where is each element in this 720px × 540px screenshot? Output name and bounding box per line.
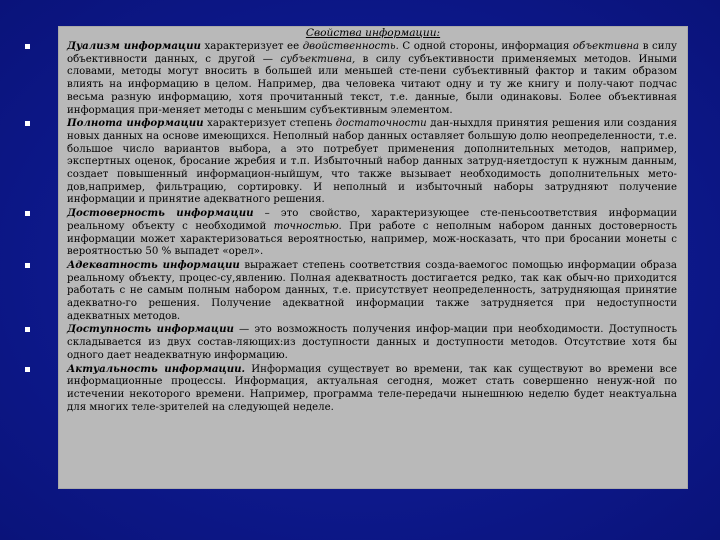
item-text: в силу субъективности применяемых методов. Иными словами, методы могут вносить в большей или меньшей сте-пени субъективный фактор и таким образом влиять на информацию в целом. Например, два человека читают одну и ту же книгу и полу-чают подчас весьма разную информацию, хотя прочитанный текст, т.е. данные, были одинаковы. Более объективная информация при-меняет методы с меньшим субъективным элементом. xyxy=(67,53,678,116)
square-bullet-icon xyxy=(25,367,30,372)
square-bullet-icon xyxy=(25,44,30,49)
list-item-accessibility xyxy=(58,323,688,362)
list-item-reliability xyxy=(58,207,688,259)
item-emphasis: субъективна, xyxy=(280,53,356,65)
item-text: Информация существует во времени, так как существуют во времени все информационные процессы. Информация, актуальная сегодня, может стать совершенно ненуж-ной по истечении некоторого времени. Например, программа теле-передачи нынешнюю неделю будет неактуальна для многих теле-зрителей на следующей неделе. xyxy=(67,363,677,413)
item-emphasis: точностью. xyxy=(273,220,342,232)
item-term: Доступность информации xyxy=(67,323,234,336)
item-term: Адекватность информации xyxy=(67,258,240,271)
item-text: – это свойство, характеризующее сте-пеньсоответствия информации реальному объекту с необходимой xyxy=(67,208,677,232)
item-text: характеризует степень xyxy=(203,118,336,130)
square-bullet-icon xyxy=(25,211,30,216)
list-item-dualism xyxy=(58,40,688,117)
list-item-completeness xyxy=(58,117,688,207)
list-item-adequacy xyxy=(58,259,688,324)
property-list xyxy=(58,40,688,414)
list-item-relevance xyxy=(58,363,688,415)
item-term: Полнота информации xyxy=(67,117,204,130)
square-bullet-icon xyxy=(25,121,30,126)
slide-title: Свойства информации: xyxy=(305,27,441,39)
item-text: — это возможность получения инфор-мации при необходимости. Доступность складывается из двух состав-ляющих:из доступности данных и доступности методов. Отсутствие хотя бы одного дает неадекватную информацию. xyxy=(67,324,677,361)
item-term: Дуализм информации xyxy=(67,40,201,52)
square-bullet-icon xyxy=(25,327,30,332)
item-text: выражает степень соответствия созда-ваемогос помощью информации образа реальному объекту, процес-су,явлению. Полная адекватность достигается редко, так как обыч-но приходится работать с не самым полным набором данных, т.е. присутствует неопределенность, затрудняющая принятие адекватно-го решения. Получение адекватной информации также затрудняется при недоступности адекватных методов. xyxy=(67,259,678,322)
item-text: дан-ныхдля принятия решения или создания новых данных на основе имеющихся. Неполный набор данных оставляет большую долю неопределенности, т.е. большое число вариантов выбора, а это потребует применения дополнительных методов, например, экспертных оценок, бросание жребия и т.п. Избыточный набор данных затруд-няетдоступ к нужным данным, создает повышенный информацион-ныйшум, что также вызывает необходимость дополнительных мето-дов,например, фильтрацию, сортировку. И неполный и избыточный наборы затрудняют получение информации и принятие адекватного решения. xyxy=(67,118,677,206)
item-emphasis: двойственность. xyxy=(302,41,399,52)
item-emphasis: достаточности xyxy=(335,118,427,130)
item-term: Достоверность информации xyxy=(67,207,254,220)
item-term: Актуальность информации. xyxy=(67,362,246,375)
item-text: При работе с неполным набором данных достоверность информации может характеризоваться вероятностью, например, мож-носказать, что при бросании монеты с вероятностью 50 % выпадет «орел». xyxy=(67,220,677,258)
item-text: в силу объективности данных, с другой — xyxy=(67,41,677,65)
item-text: характеризует ее xyxy=(200,41,303,52)
item-emphasis: объективна xyxy=(572,41,640,52)
item-text: С одной стороны, информация xyxy=(398,41,573,52)
square-bullet-icon xyxy=(25,263,30,268)
content-panel xyxy=(58,26,688,489)
